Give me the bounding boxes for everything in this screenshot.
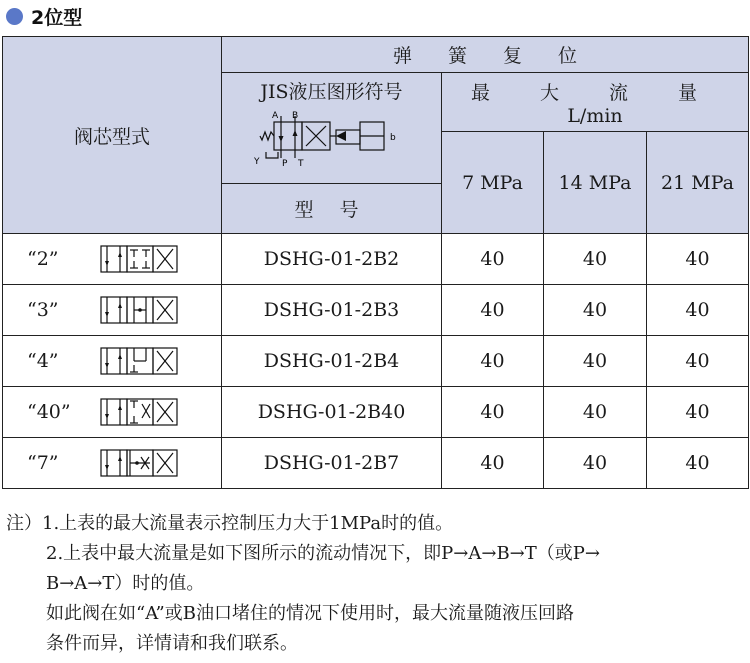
spool-type-cell — [3, 285, 222, 336]
flow-14-cell: 40 — [544, 285, 647, 336]
spool-code: “3” — [27, 299, 59, 321]
model-cell: DSHG-01-2B7 — [222, 438, 442, 489]
flow-7-cell: 40 — [442, 438, 544, 489]
note-line-1: 注）1.上表的最大流量表示控制压力大于1MPa时的值。 — [6, 513, 454, 534]
flow-21-cell: 40 — [647, 234, 749, 285]
spool-2-symbol-icon — [99, 245, 179, 273]
max-flow-header: 最 大 流 量 L/min — [442, 73, 749, 132]
spring-return-header: 弹 簧 复 位 — [222, 37, 749, 73]
table-row — [3, 234, 749, 285]
section-heading — [6, 3, 82, 29]
model-cell: DSHG-01-2B2 — [222, 234, 442, 285]
spool-code: “7” — [27, 452, 59, 474]
jis-symbol-label: JIS液压图形符号 — [260, 81, 403, 103]
model-header: 型 号 — [222, 184, 442, 234]
spool-4-symbol-icon — [99, 347, 179, 375]
flow-14-cell: 40 — [544, 438, 647, 489]
flow-14-cell: 40 — [544, 387, 647, 438]
section-title: 2位型 — [31, 6, 83, 29]
note-line-3: B→A→T）时的值。 — [46, 573, 205, 594]
flow-7-cell: 40 — [442, 234, 544, 285]
table-row — [3, 387, 749, 438]
spool-code: “2” — [27, 248, 59, 270]
flow-21-cell: 40 — [647, 285, 749, 336]
jis-symbol-header — [222, 73, 442, 184]
port-t-label: T — [297, 159, 303, 169]
model-cell: DSHG-01-2B3 — [222, 285, 442, 336]
pressure-7-header: 7 MPa — [442, 132, 544, 234]
spool-3-symbol-icon — [99, 296, 179, 324]
note-line-5: 条件而异，详情请和我们联系。 — [46, 633, 298, 654]
port-a-label: A — [271, 111, 278, 121]
spool-type-header: 阀芯型式 — [3, 37, 222, 234]
note-line-2: 2.上表中最大流量是如下图所示的流动情况下，即P→A→B→T（或P→ — [46, 543, 600, 564]
port-y-label: Y — [253, 157, 259, 167]
table-row — [3, 438, 749, 489]
spool-40-symbol-icon — [99, 398, 179, 426]
bullet-dot-icon — [6, 8, 23, 25]
notes-block — [6, 509, 746, 659]
spool-type-cell — [3, 387, 222, 438]
spool-code: “4” — [27, 350, 59, 372]
spool-type-cell — [3, 438, 222, 489]
pressure-14-header: 14 MPa — [544, 132, 647, 234]
flow-21-cell: 40 — [647, 387, 749, 438]
flow-7-cell: 40 — [442, 285, 544, 336]
flow-14-cell: 40 — [544, 234, 647, 285]
spool-7-symbol-icon — [99, 449, 179, 477]
spool-type-cell — [3, 336, 222, 387]
pressure-21-header: 21 MPa — [647, 132, 749, 234]
flow-7-cell: 40 — [442, 336, 544, 387]
spec-table — [2, 36, 749, 489]
model-cell: DSHG-01-2B40 — [222, 387, 442, 438]
header-row-1 — [3, 37, 749, 73]
jis-valve-symbol-icon — [252, 108, 412, 170]
flow-14-cell: 40 — [544, 336, 647, 387]
port-b-label: B — [291, 111, 298, 121]
flow-21-cell: 40 — [647, 438, 749, 489]
port-p-label: P — [281, 159, 287, 169]
flow-7-cell: 40 — [442, 387, 544, 438]
spool-type-cell — [3, 234, 222, 285]
flow-21-cell: 40 — [647, 336, 749, 387]
note-line-4: 如此阀在如“A”或B油口堵住的情况下使用时，最大流量随液压回路 — [46, 603, 574, 624]
table-row — [3, 336, 749, 387]
model-cell: DSHG-01-2B4 — [222, 336, 442, 387]
spool-code: “40” — [27, 401, 71, 423]
table-row — [3, 285, 749, 336]
solenoid-b-label: b — [389, 133, 396, 143]
